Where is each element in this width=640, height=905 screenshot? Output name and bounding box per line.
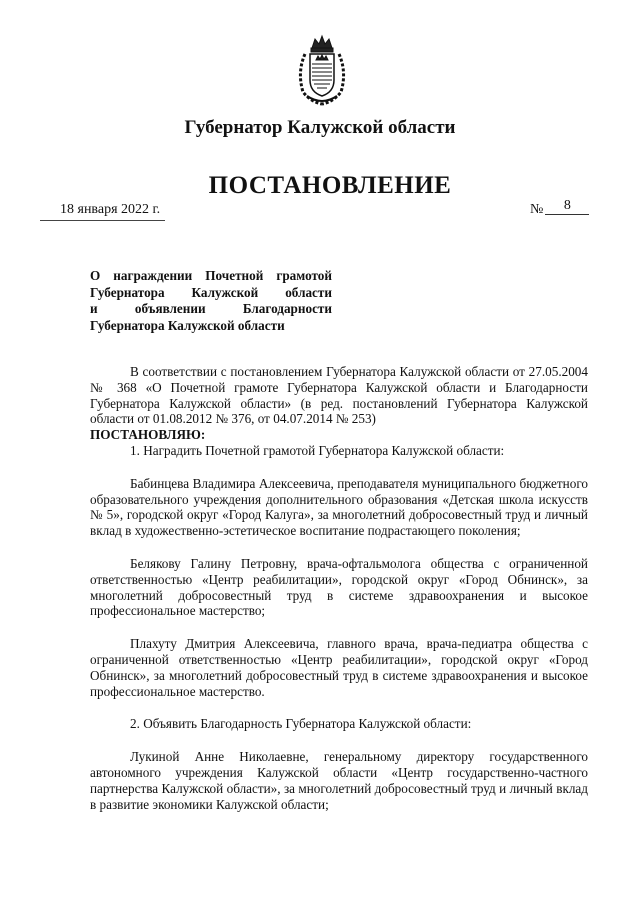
- document-number: [530, 198, 589, 219]
- award-paragraph: Бабинцева Владимира Алексеевича, преподавателя муниципального бюджетного образовательного учреждения дополнительного образования «Детская школа искусств № 5», городской округ «Город Калуга», за многолетний добросовестный труд и личный вклад в художественно-эстетическое воспитание подрастающего поколения;: [90, 475, 588, 539]
- preamble-paragraph: В соответствии с постановлением Губернатора Калужской области от 27.05.2004 № 368 «О Почетной грамоте Губернатора Калужской области и Благодарности Губернатора Калужской области» (в ред. постановлений Губернатора Калужской области от 01.08.2012 № 376, от 04.07.2014 № 253): [90, 364, 588, 427]
- issuing-authority: Губернатор Калужской области: [184, 117, 456, 138]
- decree-word: ПОСТАНОВЛЯЮ:: [90, 427, 206, 443]
- number-label: №: [530, 202, 544, 217]
- item-2-heading: 2. Объявить Благодарность Губернатора Калужской области:: [130, 716, 472, 732]
- item-1-heading: 1. Наградить Почетной грамотой Губернатора Калужской области:: [130, 442, 505, 458]
- award-paragraph: Белякову Галину Петровну, врача-офтальмолога общества с ограниченной ответственностью «Центр реабилитации», городской округ «Город Обнинск», за многолетний добросовестный труд в системе здравоохранения и высокое профессиональное мастерство;: [90, 555, 588, 619]
- document-type-title: ПОСТАНОВЛЕНИЕ: [208, 172, 452, 199]
- thanks-paragraph: Лукиной Анне Николаевне, генеральному директору государственного автономного учреждения Калужской области «Центр государственно-частного партнерства Калужской области», за многолетний добросовестный труд и личный вклад в развитие экономики Калужской области;: [90, 749, 588, 812]
- date-underline: [40, 220, 165, 221]
- document-subject: [90, 268, 332, 334]
- subject-line: и объявлении Благодарности: [90, 301, 332, 316]
- award-paragraph: Плахуту Дмитрия Алексеевича, главного врача, врача-педиатра общества с ограниченной ответственностью «Центр реабилитации», городской округ «Город Обнинск», за многолетний добросовестный труд в системе здравоохранения и высокое профессиональное мастерство.: [90, 636, 588, 699]
- coat-of-arms-emblem: [293, 34, 351, 106]
- subject-line: Губернатора Калужской области: [90, 284, 332, 300]
- document-body: [90, 364, 588, 812]
- subject-line: О награждении Почетной грамотой: [90, 268, 332, 283]
- subject-line: Губернатора Калужской области: [90, 317, 285, 333]
- number-value: 8: [545, 198, 589, 215]
- document-date: 18 января 2022 г.: [60, 202, 161, 217]
